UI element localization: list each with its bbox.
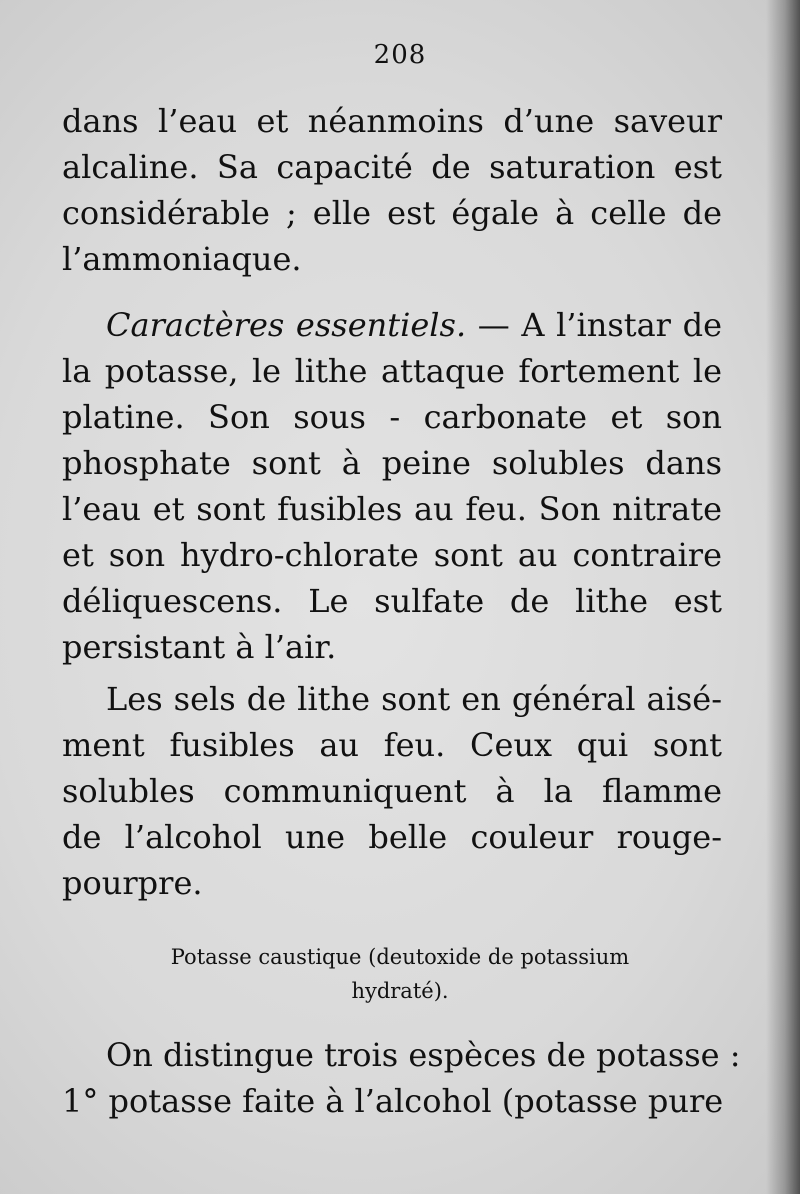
text-line	[62, 302, 722, 348]
text-line: la potasse, le lithe attaque fortement le	[62, 352, 722, 390]
paragraph-potash-species	[62, 1032, 741, 1124]
text-line: phosphate sont à peine solubles dans	[62, 444, 722, 482]
text-line: ment fusibles au feu. Ceux qui sont	[62, 726, 722, 764]
text-line: déliquescens. Le sulfate de lithe est	[62, 582, 722, 620]
section-subtitle: Caractères essentiels.	[106, 306, 467, 344]
paragraph-essential-characters	[62, 302, 722, 670]
text-line: platine. Son sous - carbonate et son	[62, 398, 722, 436]
text-line: l’ammoniaque.	[62, 240, 302, 278]
page-spine-shadow	[766, 0, 800, 1194]
section-heading	[60, 940, 740, 1008]
text-line: et son hydro-chlorate sont au contraire	[62, 536, 722, 574]
text-line: l’eau et sont fusibles au feu. Son nitrate	[62, 490, 722, 528]
page-number: 208	[373, 40, 427, 70]
heading-line: Potasse caustique (deutoxide de potassium	[170, 945, 630, 969]
text-line: persistant à l’air.	[62, 628, 337, 666]
text-line: 1° potasse faite à l’alcohol (potasse pure	[62, 1082, 724, 1120]
text-fragment: — A l’instar de	[466, 306, 723, 344]
text-line: Les sels de lithe sont en général aisé-	[106, 680, 722, 718]
text-line: alcaline. Sa capacité de saturation est	[62, 148, 722, 186]
text-line: considérable ; elle est égale à celle de	[62, 194, 722, 232]
text-line: de l’alcohol une belle couleur rouge-	[62, 818, 722, 856]
heading-line: hydraté).	[351, 979, 449, 1003]
paragraph-lithia-salts	[62, 676, 722, 906]
text-line: On distingue trois espèces de potasse :	[106, 1036, 741, 1074]
paragraph-lithia-saturation	[62, 98, 722, 282]
text-line: dans l’eau et néanmoins d’une saveur	[62, 102, 722, 140]
text-line: solubles communiquent à la flamme	[62, 772, 722, 810]
text-line: pourpre.	[62, 864, 203, 902]
